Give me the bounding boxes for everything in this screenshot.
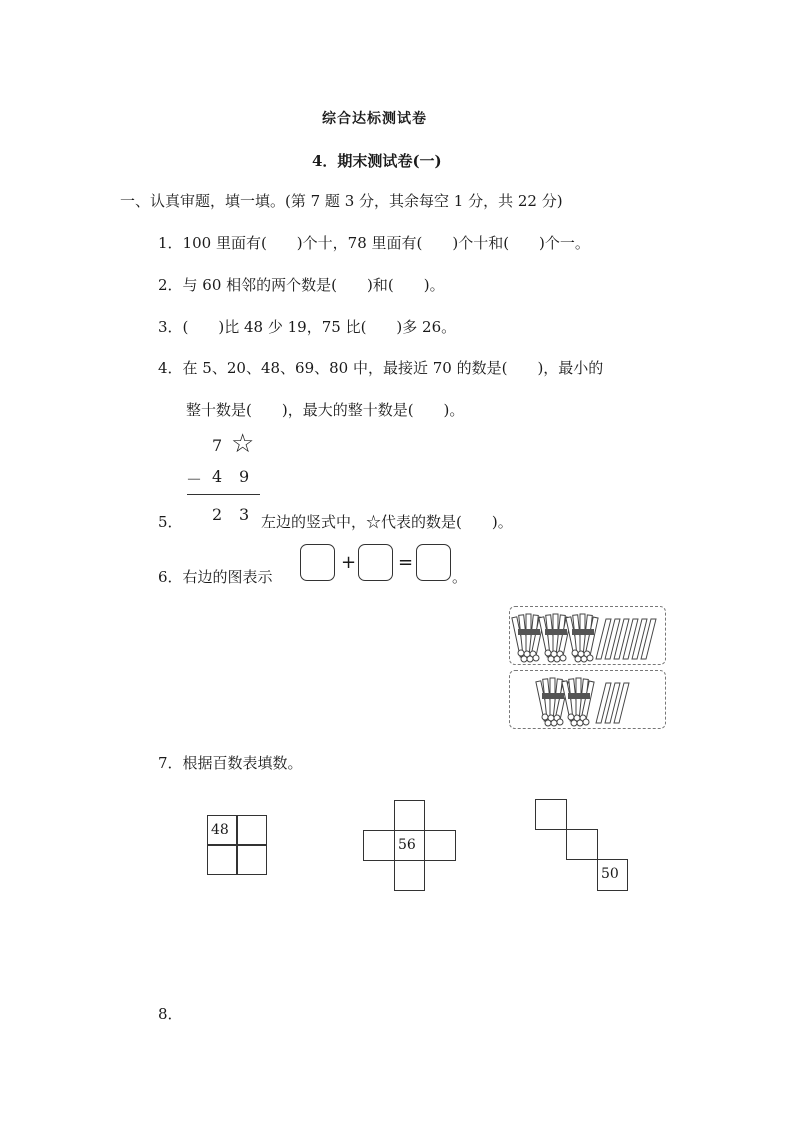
subtraction-line [187,494,260,495]
vertical-digit: 7 [212,436,223,455]
grid-cell[interactable] [394,800,425,831]
minus-sign: － [186,470,203,489]
plus-sign: + [341,552,357,573]
question-1: 1．100 里面有( )个十，78 里面有( )个十和( )个一。 [158,234,590,252]
grid-cell: 50 [597,859,628,891]
question-2: 2．与 60 相邻的两个数是( )和( )。 [158,276,445,294]
grid-cell[interactable] [566,829,598,860]
section-heading: 一、认真审题，填一填。(第 7 题 3 分，其余每空 1 分，共 22 分) [120,192,563,210]
stick-bundle-icon [510,671,667,730]
grid-cell[interactable] [535,799,567,830]
stick-bundles-top [509,606,666,665]
answer-box[interactable] [358,544,393,581]
paper-title: 综合达标测试卷 [322,111,427,127]
vertical-digit: 4 [212,467,223,486]
equals-sign: = [398,552,414,573]
star-icon: ☆ [231,429,255,459]
vertical-digit: 3 [239,505,250,524]
test-subtitle: 4．期末测试卷(一) [312,152,442,170]
grid-cell[interactable] [237,815,267,845]
grid-cell[interactable] [424,830,456,861]
stick-bundles-bottom [509,670,666,729]
question-5-number: 5． [158,513,183,531]
stick-bundle-icon [510,607,667,666]
question-6-text: 6．右边的图表示 [158,568,273,586]
grid-cell[interactable] [394,860,425,891]
single-stick-icon [596,683,629,723]
question-4-line2: 整十数是( )，最大的整十数是( )。 [186,401,465,419]
vertical-digit: 2 [212,505,223,524]
question-5-text: 左边的竖式中，☆代表的数是( )。 [261,513,513,531]
grid-cell: 48 [207,815,237,845]
period: 。 [452,568,468,586]
grid-cell[interactable] [363,830,395,861]
answer-box[interactable] [416,544,451,581]
grid-cell: 56 [394,830,425,861]
question-8: 8． [158,1005,183,1023]
answer-box[interactable] [300,544,335,581]
vertical-digit: 9 [239,467,250,486]
grid-cell[interactable] [207,845,237,875]
question-4-line1: 4．在 5、20、48、69、80 中，最接近 70 的数是( )，最小的 [158,359,604,377]
grid-cell[interactable] [237,845,267,875]
question-3: 3．( )比 48 少 19，75 比( )多 26。 [158,318,457,336]
question-7-text: 7．根据百数表填数。 [158,754,303,772]
single-stick-icon [596,619,656,659]
